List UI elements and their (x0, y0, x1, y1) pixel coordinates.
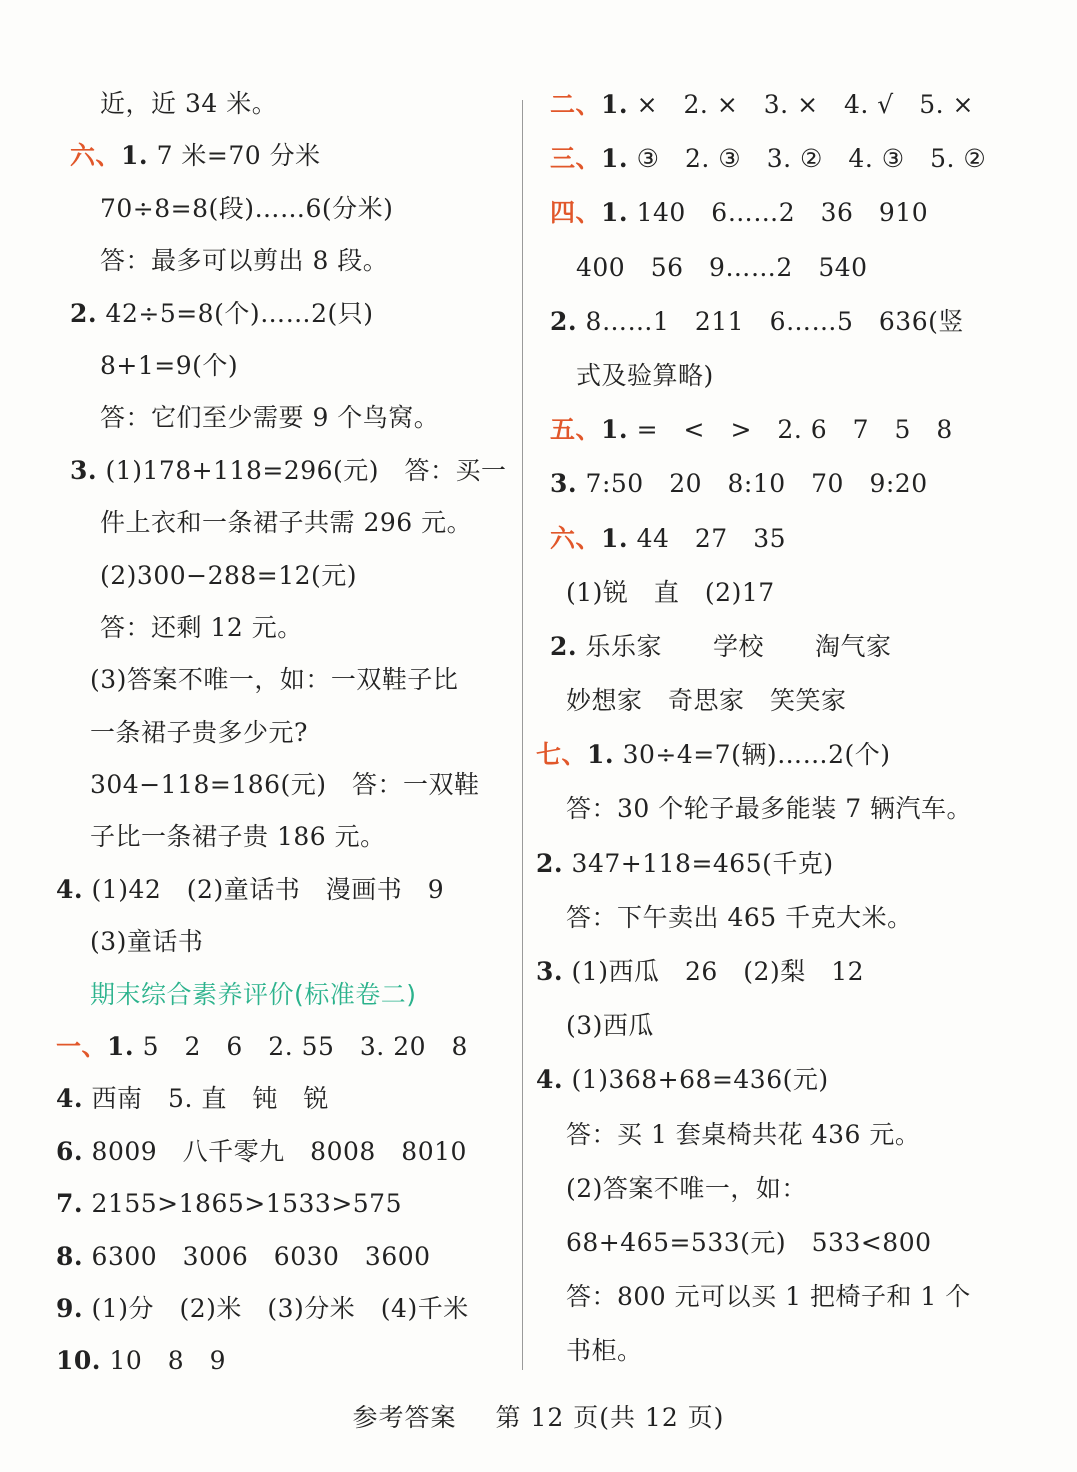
question-number: 2. (550, 306, 578, 336)
answer-text: 书柜。 (566, 1336, 643, 1366)
answer-text: 7 米=70 分米 (148, 141, 321, 171)
answer-line (536, 241, 1036, 295)
answer-line (56, 811, 511, 863)
answer-text: (1)368+68=436(元) (563, 1065, 829, 1095)
answer-text: 7:50 20 8:10 70 9:20 (577, 469, 928, 499)
answer-line (536, 1108, 1036, 1162)
answer-text: 42÷5=8(个)……2(只) (97, 298, 374, 328)
answer-line (536, 1270, 1036, 1324)
answer-line (56, 916, 511, 968)
answer-line (536, 945, 1036, 999)
answer-text: 一条裙子贵多少元? (90, 717, 308, 747)
answer-line (56, 130, 511, 182)
answer-line (56, 1073, 511, 1125)
answer-text: 答：最多可以剪出 8 段。 (100, 246, 389, 276)
answer-line (56, 969, 511, 1021)
question-number: 2. (550, 631, 578, 661)
section-label: 六、1. (550, 523, 629, 553)
answer-line (536, 999, 1036, 1053)
answer-line (56, 550, 511, 602)
answer-line (56, 288, 511, 340)
answer-line (56, 497, 511, 549)
answer-text: 8……1 211 6……5 636(竖 (577, 306, 964, 336)
answer-text: (3)西瓜 (566, 1011, 654, 1041)
answer-line (536, 620, 1036, 674)
answer-text: 10 8 9 (101, 1346, 227, 1376)
answer-line (536, 728, 1036, 782)
section-label: 六、1. (70, 141, 149, 171)
answer-text: 44 27 35 (628, 523, 787, 553)
answer-text: (2)答案不唯一，如： (566, 1173, 807, 1203)
footer-page-number: 第 12 页(共 12 页) (495, 1403, 725, 1432)
answer-line (56, 183, 511, 235)
question-number: 4. (56, 1084, 84, 1114)
answer-line (56, 654, 511, 706)
question-number: 2. (536, 848, 564, 878)
answer-text: (1)西瓜 26 (2)梨 12 (563, 957, 865, 986)
answer-text: 答：800 元可以买 1 把椅子和 1 个 (566, 1282, 971, 1312)
answer-line (56, 235, 511, 287)
answer-line (56, 602, 511, 654)
question-number: 3. (550, 469, 578, 499)
answer-text: 6300 3006 6030 3600 (83, 1241, 431, 1271)
answer-text: (1)178+118=296(元) 答：买一 (97, 455, 507, 485)
answer-line (536, 782, 1036, 836)
answer-text: 答：它们至少需要 9 个鸟窝。 (100, 403, 440, 433)
answer-line (56, 1126, 511, 1178)
right-column (536, 78, 1036, 1379)
question-number: 6. (56, 1136, 84, 1166)
left-column (56, 78, 511, 1388)
section-title: 期末综合素养评价(标准卷二) (90, 979, 417, 1009)
answer-line (56, 1231, 511, 1283)
answer-line (536, 457, 1036, 511)
section-label: 三、1. (550, 144, 629, 174)
footer-label: 参考答案 (352, 1403, 457, 1432)
answer-line (56, 1021, 511, 1073)
answer-line (536, 1053, 1036, 1107)
answer-text: 妙想家 奇思家 笑笑家 (566, 686, 847, 716)
answer-text: 140 6……2 36 910 (628, 198, 929, 228)
answer-line (536, 78, 1036, 132)
answer-text: (2)300−288=12(元) (100, 560, 358, 590)
answer-line (56, 707, 511, 759)
answer-text: 347+118=465(千克) (563, 848, 834, 878)
answer-line (536, 674, 1036, 728)
answer-line (536, 403, 1036, 457)
answer-text: 304−118=186(元) 答：一双鞋 (90, 770, 480, 800)
answer-line (56, 340, 511, 392)
answer-line (536, 566, 1036, 620)
question-number: 10. (56, 1346, 101, 1376)
answer-line (536, 295, 1036, 349)
answer-line (56, 864, 511, 916)
answer-text: 答：买 1 套桌椅共花 436 元。 (566, 1119, 921, 1149)
answer-text: 30÷4=7(辆)……2(个) (614, 740, 891, 770)
answer-text: ③ 2. ③ 3. ② 4. ③ 5. ② (628, 144, 987, 174)
answer-text: × 2. × 3. × 4. √ 5. × (628, 90, 974, 119)
answer-line (56, 445, 511, 497)
question-number: 9. (56, 1293, 84, 1323)
answer-line (536, 132, 1036, 186)
answer-text: 式及验算略) (576, 360, 714, 390)
section-label: 七、1. (536, 740, 615, 770)
answer-line (56, 1178, 511, 1230)
answer-line (536, 837, 1036, 891)
question-number: 4. (536, 1065, 564, 1095)
answer-line (536, 1324, 1036, 1378)
answer-line (536, 1216, 1036, 1270)
question-number: 7. (56, 1189, 84, 1219)
answer-text: (3)童话书 (90, 927, 204, 957)
answer-line (536, 891, 1036, 945)
answer-text: 400 56 9……2 540 (576, 252, 868, 282)
answer-text: 2155>1865>1533>575 (83, 1189, 402, 1219)
answer-text: 西南 5. 直 钝 锐 (83, 1084, 329, 1114)
answer-line (536, 349, 1036, 403)
answer-text: 答：30 个轮子最多能装 7 辆汽车。 (566, 794, 973, 824)
answer-text: 答：下午卖出 465 千克大米。 (566, 902, 913, 932)
page-footer (0, 1398, 1077, 1434)
answer-line (536, 1162, 1036, 1216)
section-label: 四、1. (550, 198, 629, 228)
answer-text: 乐乐家 学校 淘气家 (577, 631, 892, 661)
answer-text: 68+465=533(元) 533<800 (566, 1227, 932, 1257)
section-label: 二、1. (550, 90, 629, 119)
answer-text: (3)答案不唯一，如：一双鞋子比 (90, 665, 459, 695)
answer-line (56, 1283, 511, 1335)
answer-line (536, 512, 1036, 566)
answer-text: 5 2 6 2. 55 3. 20 8 (134, 1032, 468, 1062)
answer-text: 件上衣和一条裙子共需 296 元。 (100, 508, 473, 538)
answer-text: 子比一条裙子贵 186 元。 (90, 822, 386, 852)
answer-text: 8+1=9(个) (100, 350, 239, 380)
question-number: 3. (536, 957, 564, 986)
column-divider (522, 100, 523, 1370)
question-number: 8. (56, 1241, 84, 1271)
answer-line (56, 1335, 511, 1387)
section-label: 一、1. (56, 1032, 135, 1062)
question-number: 3. (70, 455, 98, 485)
answer-text: 8009 八千零九 8008 8010 (83, 1136, 467, 1166)
question-number: 2. (70, 298, 98, 328)
answer-text: = < > 2. 6 7 5 8 (628, 415, 953, 445)
answer-text: (1)分 (2)米 (3)分米 (4)千米 (83, 1293, 469, 1323)
section-label: 五、1. (550, 415, 629, 445)
answer-line (56, 78, 511, 130)
answer-line (536, 186, 1036, 240)
answer-line (56, 392, 511, 444)
question-number: 4. (56, 874, 84, 904)
answer-text: 答：还剩 12 元。 (100, 612, 303, 642)
answer-text: (1)42 (2)童话书 漫画书 9 (83, 874, 445, 904)
answer-text: 70÷8=8(段)……6(分米) (100, 193, 394, 223)
answer-text: (1)锐 直 (2)17 (566, 577, 775, 607)
answer-line (56, 759, 511, 811)
answer-text: 近，近 34 米。 (100, 89, 278, 118)
